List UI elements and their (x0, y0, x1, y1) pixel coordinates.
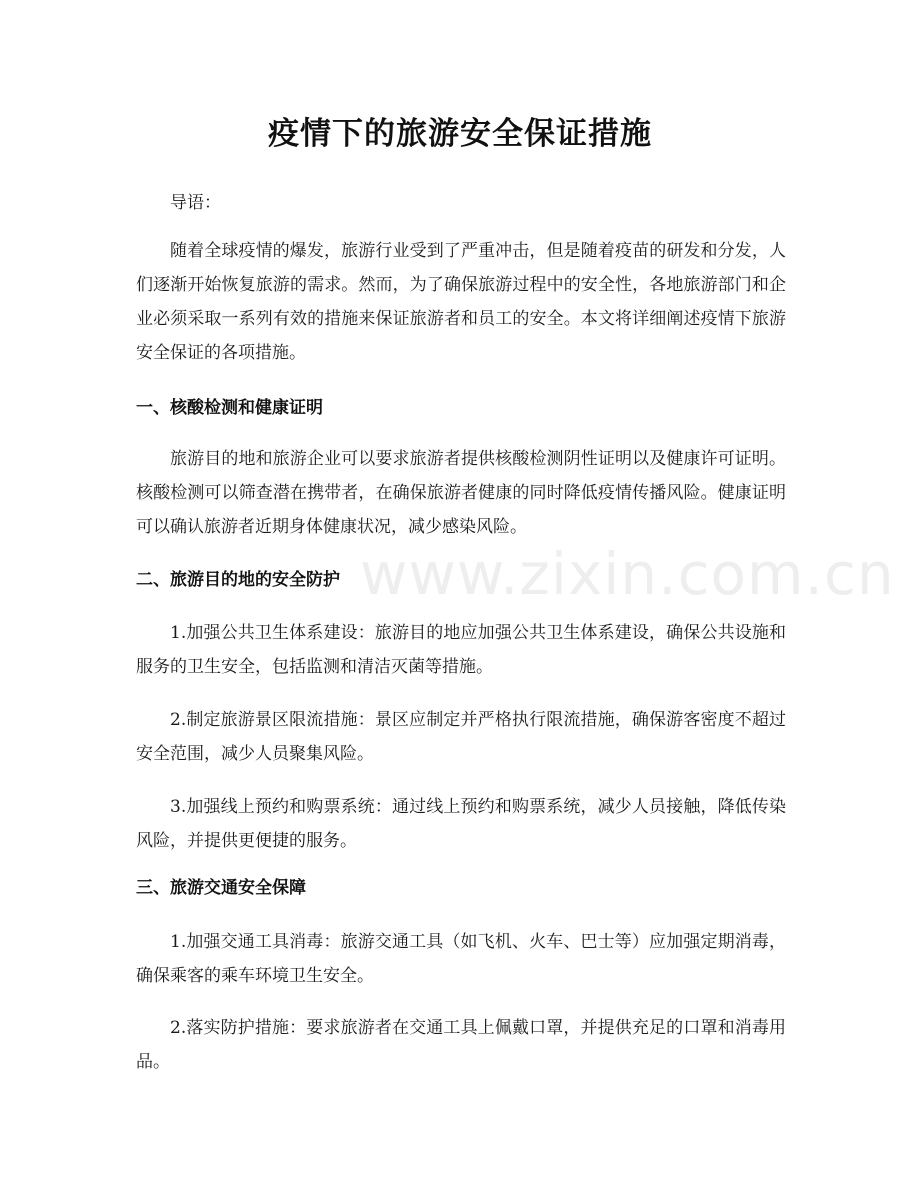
section-3-item-1: 1.加强交通工具消毒：旅游交通工具（如飞机、火车、巴士等）应加强定期消毒，确保乘客的乘车环境卫生安全。 (136, 932, 786, 986)
intro-paragraph: 随着全球疫情的爆发，旅游行业受到了严重冲击，但是随着疫苗的研发和分发，人们逐渐开始恢复旅游的需求。然而，为了确保旅游过程中的安全性，各地旅游部门和企业必须采取一系列有效的措施来保证旅游者和员工的安全。本文将详细阐述疫情下旅游安全保证的各项措施。 (136, 241, 786, 363)
watermark: www.zixin.com.cn (360, 540, 895, 608)
section-3-item-2: 2.落实防护措施：要求旅游者在交通工具上佩戴口罩，并提供充足的口罩和消毒用品。 (136, 1018, 786, 1072)
section-1-body: 旅游目的地和旅游企业可以要求旅游者提供核酸检测阴性证明以及健康许可证明。核酸检测可以筛查潜在携带者，在确保旅游者健康的同时降低疫情传播风险。健康证明可以确认旅游者近期身体健康状况，减少感染风险。 (136, 449, 786, 537)
section-2-heading: 二、旅游目的地的安全防护 (136, 570, 340, 590)
section-2-item-3: 3.加强线上预约和购票系统：通过线上预约和购票系统，减少人员接触，降低传染风险，并提供更便捷的服务。 (136, 797, 786, 851)
intro-label: 导语： (170, 193, 221, 213)
section-3-heading: 三、旅游交通安全保障 (136, 878, 306, 898)
section-2-item-1: 1.加强公共卫生体系建设：旅游目的地应加强公共卫生体系建设，确保公共设施和服务的卫生安全，包括监测和清洁灭菌等措施。 (136, 623, 786, 677)
section-2-item-2: 2.制定旅游景区限流措施：景区应制定并严格执行限流措施，确保游客密度不超过安全范围，减少人员聚集风险。 (136, 710, 786, 764)
section-1-heading: 一、核酸检测和健康证明 (136, 398, 323, 418)
document-title: 疫情下的旅游安全保证措施 (268, 116, 652, 152)
